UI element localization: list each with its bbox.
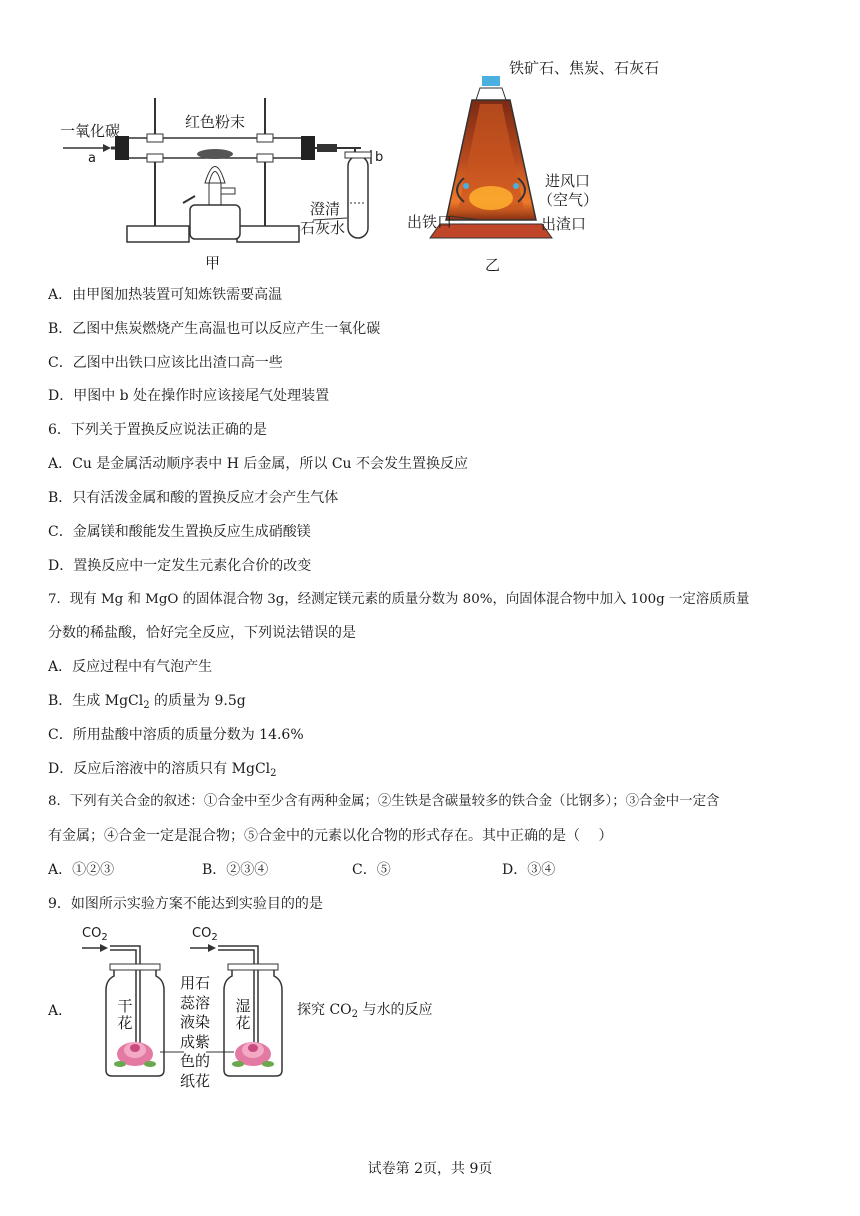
caption-yi: 乙 [485,256,501,274]
label-wet-2: 花 [235,1014,251,1032]
label-wet-flower [235,998,251,1032]
red-powder [197,149,233,159]
flame [205,167,225,184]
q9-co2-text-2: CO [192,926,212,941]
q7-option-d [48,759,277,779]
q9-co2-label-1 [82,926,108,941]
side-char-5: 纸花 [180,1071,211,1090]
label-air-inlet-2: （空气） [538,191,599,209]
stand-base-left [127,226,189,242]
q8-option-d: D．③④ [502,862,556,878]
q7-option-b-sub: 2 [143,700,150,711]
q7-option-d-sub: 2 [270,768,277,779]
q7-option-b [48,691,246,711]
label-red-powder: 红色粉末 [185,113,246,131]
page-footer: 试卷第 2页，共 9页 [367,1161,493,1177]
flower-wet [232,1042,274,1067]
label-b: b [375,150,384,165]
clamp-left [147,134,163,142]
q9-a-text-sub: 2 [351,1009,359,1020]
side-char-1: 蕊溶 [180,993,211,1012]
q8-option-c: C．⑤ [352,862,391,878]
q7-option-b-post: 的质量为 9.5g [149,693,246,709]
q9-option-a-label: A． [48,1003,73,1019]
label-dry-2: 花 [117,1014,133,1032]
q5-option-c: C．乙图中出铁口应该比出渣口高一些 [48,355,283,371]
q9-a-text-post: 与水的反应 [358,1002,433,1018]
side-char-0: 用石 [180,974,211,992]
q9-stem: 9．如图所示实验方案不能达到实验目的的是 [48,896,323,912]
q8-stem-line1: 8．下列有关合金的叙述：①合金中至少含有两种金属；②生铁是含碳量较多的铁合金（比钢多）；③合金中一定含 [48,794,720,809]
q7-stem-line1: 7．现有 Mg 和 MgO 的固体混合物 3g，经测定镁元素的质量分数为 80%，向固体混合物中加入 100g 一定溶质质量 [48,592,750,607]
q7-stem-line2: 分数的稀盐酸，恰好完全反应，下列说法错误的是 [48,625,356,641]
q8-stem-line2: 有金属；④合金一定是混合物；⑤合金中的元素以化合物的形式存在。其中正确的是（ ） [48,828,613,844]
burner-base [190,205,240,239]
label-dry-1: 干 [117,997,133,1015]
stopper-right [301,136,315,160]
q9-option-a-text [297,1000,432,1020]
q5-option-d: D．甲图中 b 处在操作时应该接尾气处理装置 [48,388,330,404]
q6-option-d: D．置换反应中一定发生元素化合价的改变 [48,558,312,574]
burner-tube [209,183,221,205]
q8-option-b: B．②③④ [202,862,269,878]
q9-co2-label-2 [192,926,218,941]
q7-option-a: A．反应过程中有气泡产生 [48,659,213,675]
furnace-top [476,88,506,100]
clamp-right [257,134,273,142]
side-char-2: 液染 [180,1013,211,1032]
q6-option-a: A．Cu 是金属活动顺序表中 H 后金属，所以 Cu 不会发生置换反应 [48,456,469,472]
clamp-right-b [257,154,273,162]
q9-a-text-pre: 探究 CO [297,1002,352,1018]
label-iron-outlet: 出铁口 [407,213,453,231]
label-litmus-paper-flower [180,974,210,1092]
q7-option-c: C．所用盐酸中溶质的质量分数为 14.6% [48,727,304,743]
side-char-3: 成紫 [180,1032,211,1051]
burner-valve [221,188,235,194]
q6-option-b: B．只有活泼金属和酸的置换反应才会产生气体 [48,490,339,506]
q6-stem: 6．下列关于置换反应说法正确的是 [48,422,267,438]
q9-co2-text-1: CO [82,926,102,941]
caption-jia: 甲 [205,254,221,272]
q5-option-b: B．乙图中焦炭燃烧产生高温也可以反应产生一氧化碳 [48,321,381,337]
label-wet-1: 湿 [235,997,251,1015]
stand-base-right [237,226,299,242]
label-co: 一氧化碳 [60,122,121,140]
flower-dry [114,1042,156,1067]
q9-co2-sub-2: 2 [211,932,218,943]
side-char-4: 色的 [180,1052,211,1071]
label-a: a [88,151,96,166]
limewater-test-tube [348,156,368,238]
q7-option-d-pre: D．反应后溶液中的溶质只有 MgCl [48,761,271,777]
label-slag-outlet: 出渣口 [541,215,587,233]
q5-option-a: A．由甲图加热装置可知炼铁需要高温 [48,287,283,303]
q8-option-a: A．①②③ [48,862,115,878]
clamp-left-b [147,154,163,162]
figure-yi-blast-furnace [420,60,650,250]
label-limewater-1: 澄清 [310,200,341,218]
q9-co2-sub-1: 2 [101,932,108,943]
q8-options [48,860,808,880]
label-dry-flower [117,998,133,1032]
label-feed: 铁矿石、焦炭、石灰石 [509,59,660,77]
q6-option-c: C．金属镁和酸能发生置换反应生成硝酸镁 [48,524,311,540]
q7-option-b-pre: B．生成 MgCl [48,693,144,709]
label-limewater-2: 石灰水 [300,219,346,237]
label-air-inlet-1: 进风口 [545,172,591,190]
